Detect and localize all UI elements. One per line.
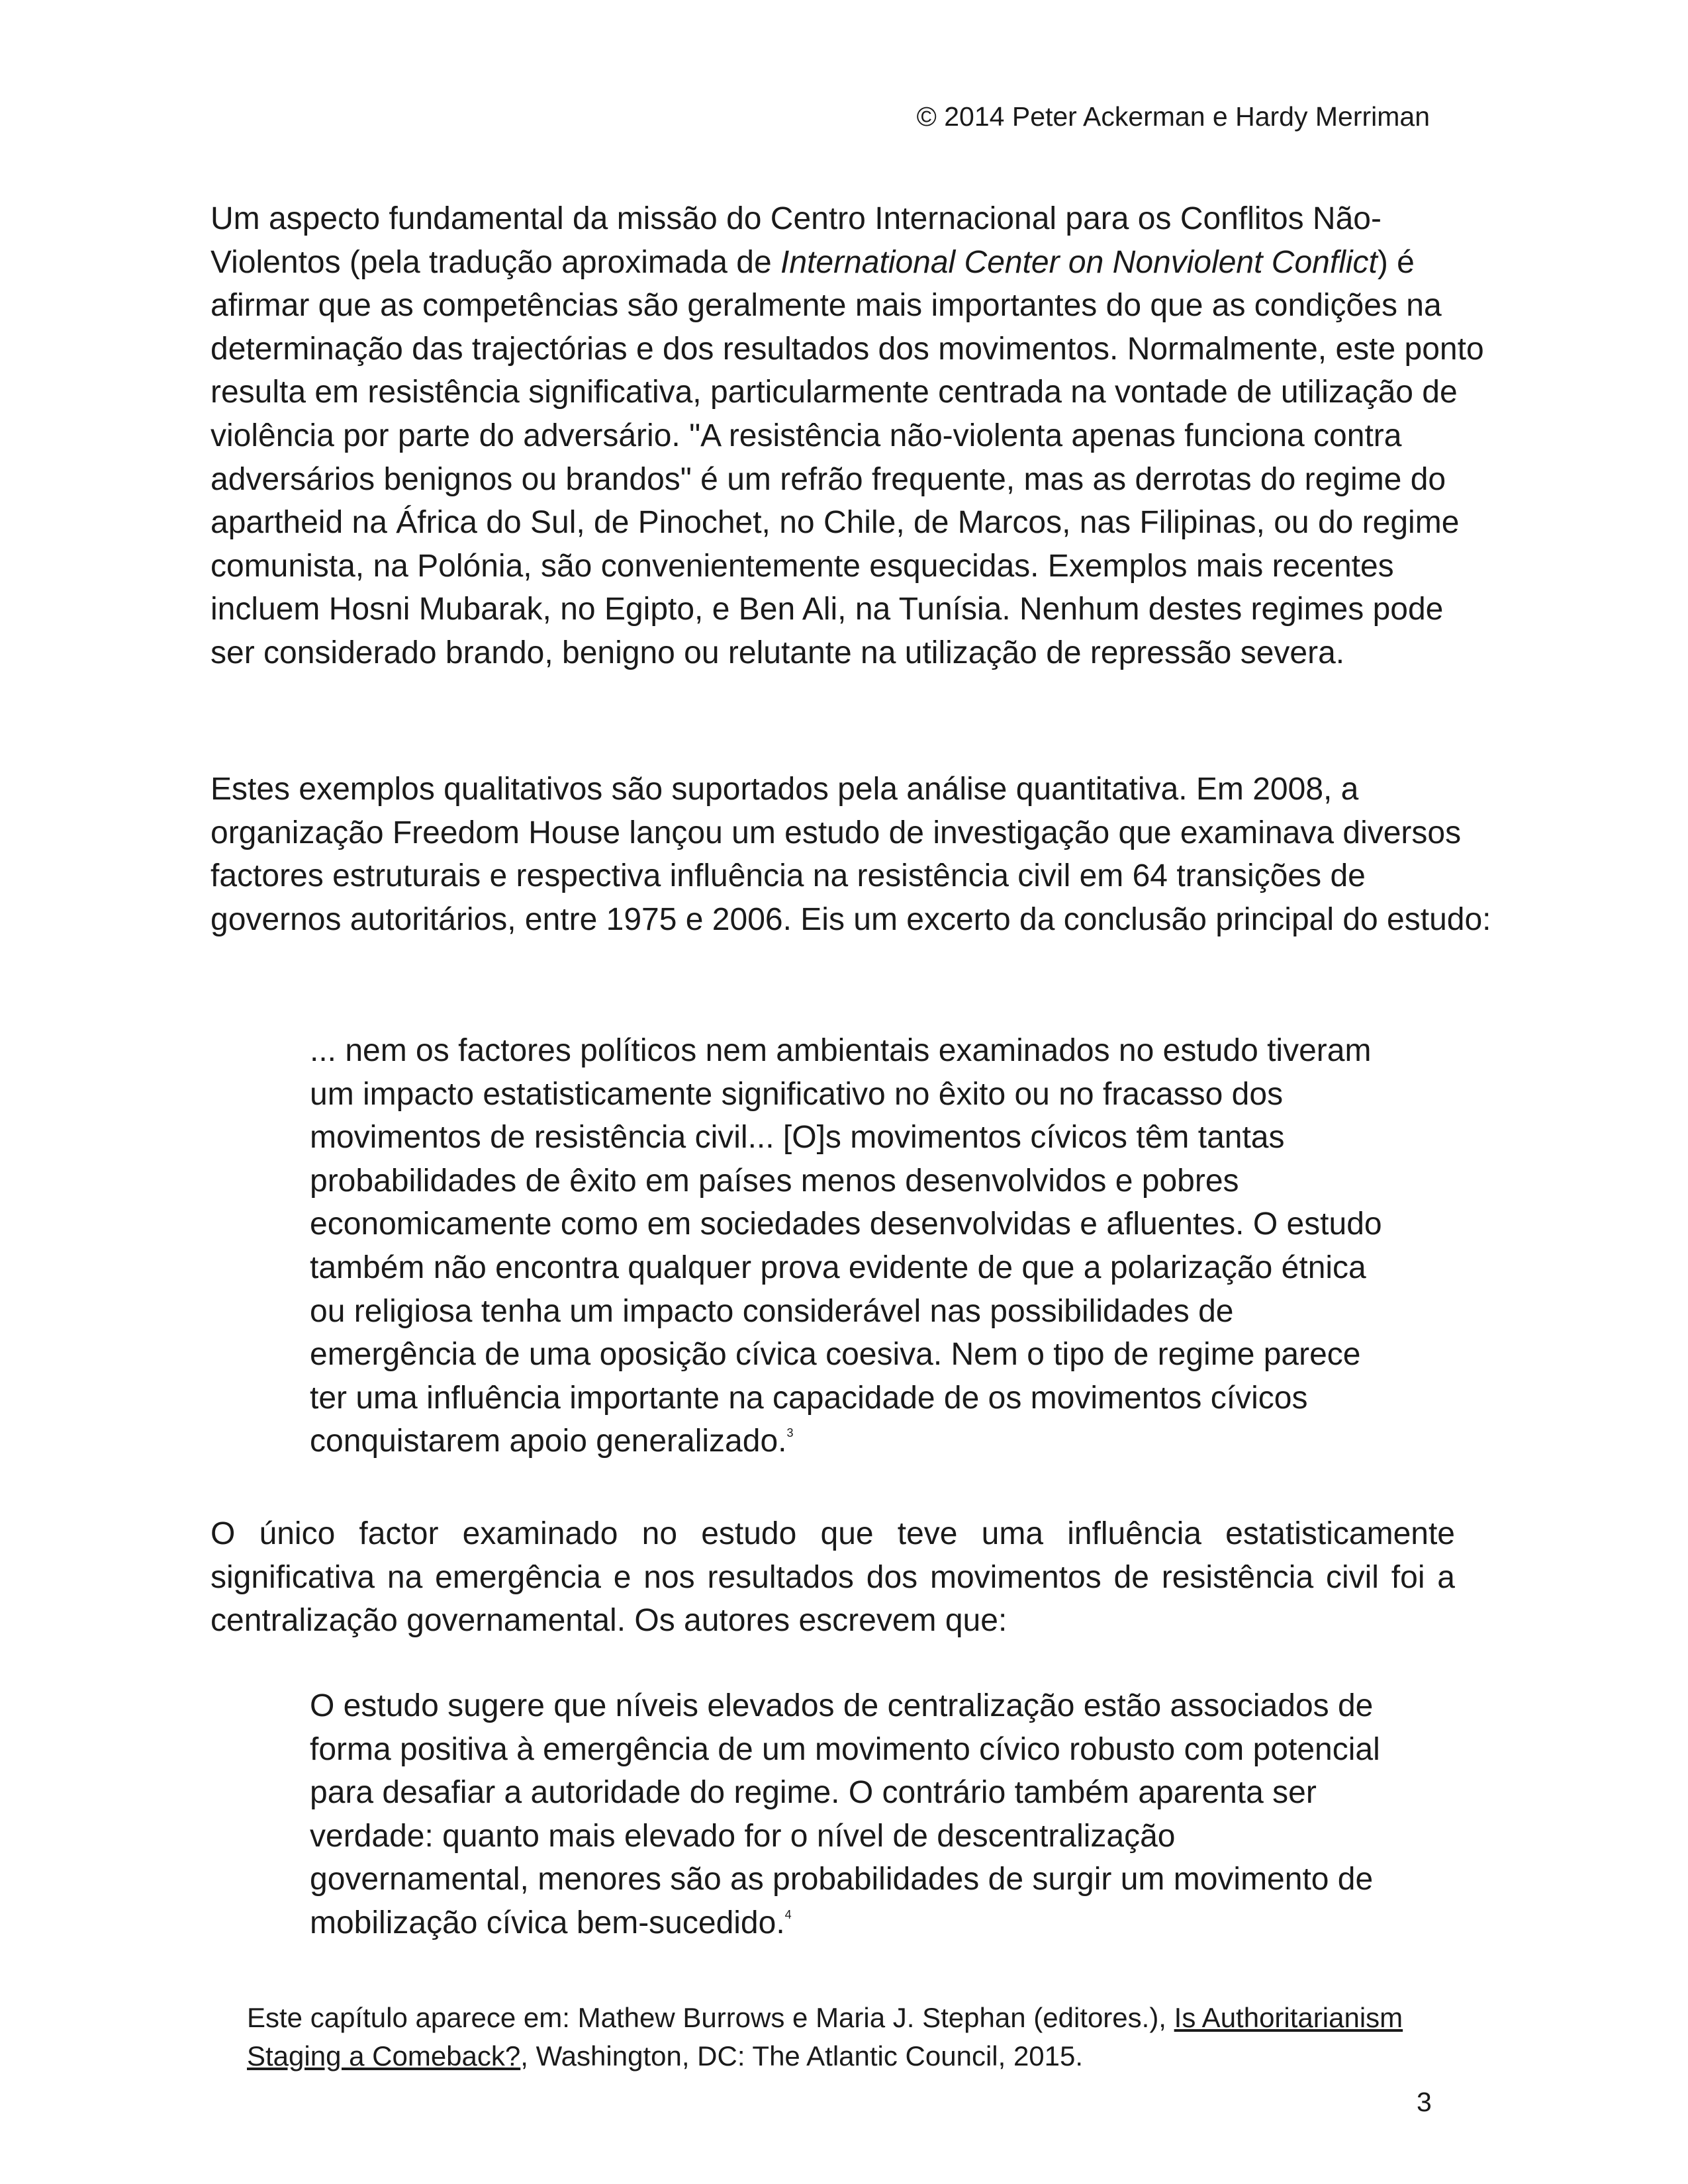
quote2-text: O estudo sugere que níveis elevados de centralização estão associados de forma positiva à emergência de um movimento cívico robusto com potencial para desafiar a autoridade do regime. O contrário também aparenta ser verdade: quanto mais elevado for o nível de descentralização governamental, menores são as probabilidades de surgir um movimento de mobilização cívica bem-sucedido. xyxy=(310,1688,1380,1940)
paragraph-icnc-mission xyxy=(211,197,1495,675)
paragraph1-part2: ) é afirmar que as competências são geralmente mais importantes do que as condições na determinação das trajectórias e dos resultados dos movimentos. Normalmente, este ponto resulta em resistência significativa, particularmente centrada na vontade de utilização de violência por parte do adversário. "A resistência não-violenta apenas funciona contra adversários benignos ou brandos" é um refrão frequente, mas as derrotas do regime do apartheid na África do Sul, de Pinochet, no Chile, de Marcos, nas Filipinas, ou do regime comunista, na Polónia, são convenientemente esquecidas. Exemplos mais recentes incluem Hosni Mubarak, no Egipto, e Ben Ali, na Tunísia. Nenhum destes regimes pode ser considerado brando, benigno ou relutante na utilização de repressão severa. xyxy=(211,244,1484,670)
paragraph3-text: O único factor examinado no estudo que teve uma influência estatisticamente significativa na emergência e nos resultados dos movimentos de resistência civil foi a centralização governamental. Os autores escrevem que: xyxy=(211,1516,1455,1639)
paragraph-centralization xyxy=(211,1512,1455,1643)
page-number: 3 xyxy=(1417,2087,1432,2117)
footnote-suffix: , Washington, DC: The Atlantic Council, 2015. xyxy=(520,2040,1084,2071)
paragraph1-italic-name: International Center on Nonviolent Conflict xyxy=(780,244,1378,280)
chapter-source-note xyxy=(247,1999,1425,2075)
quote1-text: ... nem os factores políticos nem ambientais examinados no estudo tiveram um impacto estatisticamente significativo no êxito ou no fracasso dos movimentos de resistência civil... [O]s movimentos cívicos têm tantas probabilidades de êxito em países menos desenvolvidos e pobres economicamente como em sociedades desenvolvidas e afluentes. O estudo também não encontra qualquer prova evidente de que a polarização étnica ou religiosa tenha um impacto considerável nas possibilidades de emergência de uma oposição cívica coesiva. Nem o tipo de regime parece ter uma influência importante na capacidade de os movimentos cívicos conquistarem apoio generalizado. xyxy=(310,1033,1382,1459)
footnote-ref-4[interactable]: 4 xyxy=(784,1907,792,1921)
paragraph-freedom-house-study xyxy=(211,768,1495,941)
paragraph1-part1: Um aspecto fundamental da missão do Centro Internacional para os Conflitos Não-Violentos (pela tradução aproximada de xyxy=(211,201,1382,280)
copyright-header: © 2014 Peter Ackerman e Hardy Merriman xyxy=(916,101,1430,132)
book-title-link[interactable]: Is Authoritarianism Staging a Comeback? xyxy=(247,2002,1403,2071)
footnote-prefix: Este capítulo aparece em: Mathew Burrows e Maria J. Stephan (editores.), xyxy=(247,2002,1174,2033)
footnote-ref-3[interactable]: 3 xyxy=(786,1426,794,1440)
block-quote-study-conclusion xyxy=(310,1029,1402,1463)
block-quote-centralization xyxy=(310,1684,1402,1945)
paragraph2-text: Estes exemplos qualitativos são suportados pela análise quantitativa. Em 2008, a organização Freedom House lançou um estudo de investigação que examinava diversos factores estruturais e respectiva influência na resistência civil em 64 transições de governos autoritários, entre 1975 e 2006. Eis um excerto da conclusão principal do estudo: xyxy=(211,772,1491,937)
